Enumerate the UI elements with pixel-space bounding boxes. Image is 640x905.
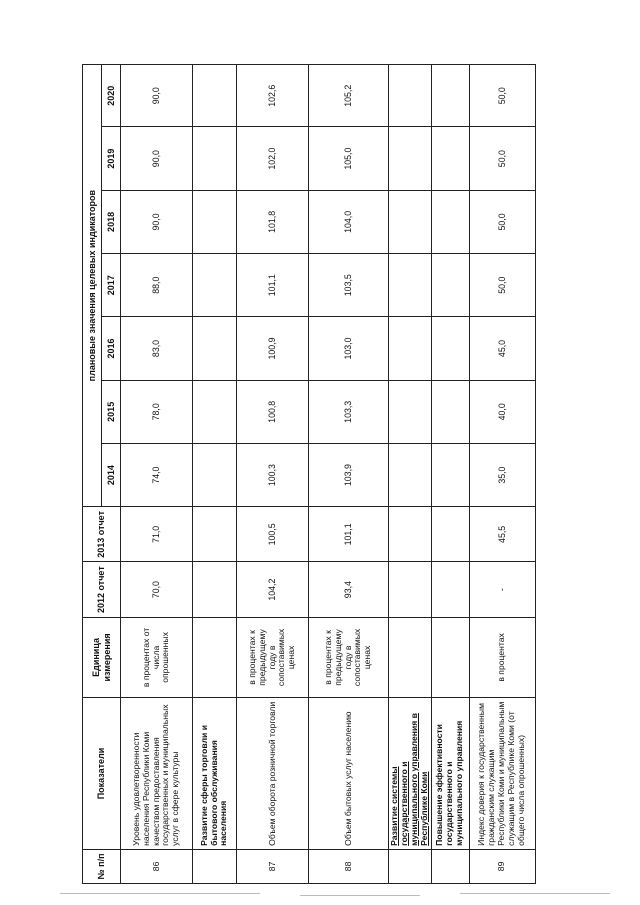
value-2020: 105,2 — [309, 65, 389, 127]
value-2018: 104,0 — [309, 190, 389, 253]
value-2017: 88,0 — [121, 254, 193, 317]
section-row — [389, 65, 432, 884]
header-year-2015: 2015 — [102, 380, 121, 443]
unit-cell: в процентах от числа опрошенных — [121, 617, 193, 697]
indicator-name: Индекс доверия к государственным гражданским служащим Республики Коми и муниципальным служащим в Республике Коми (от общего числа опрошенных) — [469, 698, 535, 850]
value-2018: 50,0 — [469, 190, 535, 253]
header-unit: Единица измерения — [83, 617, 121, 697]
value-2013: 45,5 — [469, 507, 535, 562]
header-2012: 2012 отчет — [83, 562, 121, 617]
table-row — [469, 65, 535, 884]
value-2016: 45,0 — [469, 317, 535, 380]
indicator-name: Объем бытовых услуг населению — [309, 698, 389, 850]
table-rotation-layer — [82, 64, 526, 884]
value-2014: 100,3 — [237, 443, 309, 506]
section-heading: Повышение эффективности государственного и муниципального управления — [431, 698, 469, 850]
scan-artifact — [460, 893, 610, 894]
header-num: № п/п — [83, 849, 121, 883]
value-2019: 50,0 — [469, 127, 535, 190]
value-2012: 104,2 — [237, 562, 309, 617]
header-indicator: Показатели — [83, 698, 121, 850]
row-number-empty — [193, 849, 237, 883]
value-2016: 103,0 — [309, 317, 389, 380]
value-2017: 50,0 — [469, 254, 535, 317]
scan-artifact — [300, 895, 420, 896]
value-2012: 70,0 — [121, 562, 193, 617]
value-2014: 35,0 — [469, 443, 535, 506]
value-2013: 100,5 — [237, 507, 309, 562]
value-2015: 100,8 — [237, 380, 309, 443]
indicator-name: Объем оборота розничной торговли — [237, 698, 309, 850]
value-2014: 103,9 — [309, 443, 389, 506]
row-number: 89 — [469, 849, 535, 883]
value-2014: 74,0 — [121, 443, 193, 506]
value-2019: 102,0 — [237, 127, 309, 190]
header-year-2020: 2020 — [102, 65, 121, 127]
section-heading — [389, 698, 432, 850]
scan-artifact — [60, 893, 260, 894]
section-row — [193, 65, 237, 884]
value-2019: 90,0 — [121, 127, 193, 190]
value-2017: 103,5 — [309, 254, 389, 317]
value-2016: 100,9 — [237, 317, 309, 380]
value-2015: 40,0 — [469, 380, 535, 443]
value-2020: 102,6 — [237, 65, 309, 127]
value-2012: 93,4 — [309, 562, 389, 617]
header-year-2019: 2019 — [102, 127, 121, 190]
value-2013: 101,1 — [309, 507, 389, 562]
indicator-name: Уровень удовлетворенности населения Республики Коми качеством предоставления государственных и муниципальных услуг в сфере культуры — [121, 698, 193, 850]
indicators-table — [82, 64, 536, 884]
value-2015: 78,0 — [121, 380, 193, 443]
table-row — [121, 65, 193, 884]
table-row — [309, 65, 389, 884]
value-2015: 103,3 — [309, 380, 389, 443]
header-planned-values: плановые значения целевых индикаторов — [83, 65, 102, 507]
value-2018: 90,0 — [121, 190, 193, 253]
section-heading-text: Развитие системы государственного и муниципального управления в Республике Коми — [389, 713, 429, 846]
value-2018: 101,8 — [237, 190, 309, 253]
header-year-2017: 2017 — [102, 254, 121, 317]
section-row — [431, 65, 469, 884]
unit-cell: в процентах к предыдущему году в сопоставимых ценах — [237, 617, 309, 697]
table-row — [237, 65, 309, 884]
value-2013: 71,0 — [121, 507, 193, 562]
header-year-2014: 2014 — [102, 443, 121, 506]
value-2020: 90,0 — [121, 65, 193, 127]
value-2012: - — [469, 562, 535, 617]
value-2019: 105,0 — [309, 127, 389, 190]
row-number: 88 — [309, 849, 389, 883]
value-2020: 50,0 — [469, 65, 535, 127]
section-heading: Развитие сферы торговли и бытового обслуживания населения — [193, 698, 237, 850]
header-year-2018: 2018 — [102, 190, 121, 253]
rotated-table-frame — [82, 64, 526, 884]
row-number: 87 — [237, 849, 309, 883]
row-number: 86 — [121, 849, 193, 883]
header-year-2016: 2016 — [102, 317, 121, 380]
unit-cell: в процентах — [469, 617, 535, 697]
unit-cell: в процентах к предыдущему году в сопоставимых ценах — [309, 617, 389, 697]
value-2017: 101,1 — [237, 254, 309, 317]
value-2016: 83,0 — [121, 317, 193, 380]
header-2013: 2013 отчет — [83, 507, 121, 562]
